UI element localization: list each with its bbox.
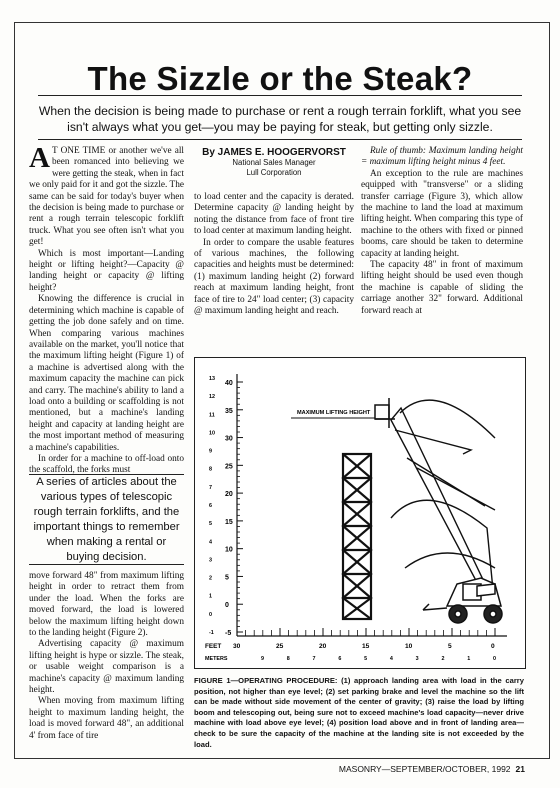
article-title: The Sizzle or the Steak? (87, 60, 473, 97)
figure-1 (194, 357, 526, 669)
col1-p1-text: T ONE TIME or another we've all been romanced into believing we were getting the steak, when in fact we only paid for it and got the sizzle. The same can be said for today's buyer when the decision is being made to purchase or rent a rough terrain telescopic forklift truck. What you see often isn't what you get! (29, 146, 184, 248)
meter-y-tick-label: 5 (209, 521, 212, 528)
feet-y-tick-label: 40 (225, 380, 233, 387)
feet-x-tick-label: 15 (362, 643, 370, 650)
author-name: By JAMES E. HOOGERVORST (202, 147, 346, 158)
meter-y-tick-label: 2 (209, 575, 212, 582)
feet-y-tick-label: 15 (225, 518, 233, 526)
forklift-machine (423, 578, 502, 623)
author-company: Lull Corporation (246, 167, 302, 177)
feet-x-tick-label: 20 (319, 643, 327, 650)
feet-y-tick-label: 20 (225, 491, 233, 499)
meter-y-tick-label: 0 (209, 611, 212, 618)
meter-x-tick-label: 1 (467, 656, 471, 662)
col1b-paragraph-1: move forward 48" from maximum lifting height in order to retract them from under the load. When the forks are moved forward, the load is lowered below the maximum lifting height down to the landing height (Figure 2). (29, 571, 184, 639)
meter-y-tick-label: 9 (209, 448, 212, 455)
col1-paragraph-3: Knowing the difference is crucial in determining which machine is capable of getting the job done safely and on time. When comparing various machines available on the market, you'll notice that the maximum lifting height (Figure 1) of a machine is advertised along with the maximum capacity the machine can pick and carry. The machine's ability to land a load onto a building or scaffolding is not mentioned, but a machine's landing height and capacity at landing height are the most important method of measuring a machine's capabilities. (29, 294, 184, 453)
article-deck: When the decision is being made to purchase or rent a rough terrain forklift, what you see isn't always what you get—you may be paying for steak, but getting only sizzle. (38, 104, 522, 134)
scaffold-tower (343, 454, 371, 619)
meter-x-tick-label: 0 (493, 656, 496, 662)
feet-x-tick-label: 25 (276, 643, 284, 650)
boom-arm (391, 400, 495, 590)
meter-x-tick-label: 6 (338, 656, 342, 662)
meter-x-tick-label: 9 (261, 656, 264, 662)
feet-y-tick-label: 5 (225, 574, 229, 582)
col3-paragraph-3: The capacity 48" in front of maximum lifting height should be used even though the machine is capable of sliding the carriage another 32" forward. Additional forward reach at (361, 260, 523, 316)
meter-y-tick-label: 12 (209, 394, 215, 401)
column-2 (194, 192, 354, 317)
meter-x-tick-label: 8 (286, 656, 290, 662)
feet-label: FEET (205, 643, 222, 650)
col1-paragraph-1 (29, 142, 184, 249)
page-number: 21 (515, 764, 525, 774)
pull-quote (29, 474, 184, 565)
col2-paragraph-2: In order to compare the usable features of various machines, the following capacities and heights must be determined: (1) maximum landing height (2) forward reach at maximum landing height, front face of tire to 24" load center; (3) capacity @ maximum landing height and reach. (194, 237, 354, 317)
feet-y-tick-label: 30 (225, 435, 233, 443)
byline (194, 147, 354, 177)
meter-y-tick-label: 13 (209, 376, 215, 382)
meter-x-tick-label: 3 (415, 656, 419, 662)
feet-x-tick-label: 5 (448, 643, 452, 650)
column-1 (29, 142, 184, 477)
figure-caption: FIGURE 1—OPERATING PROCEDURE: (1) approach landing area with load in the carry position, not higher than eye level; (2) set parking brake and level the machine so the lift can be made without side movement of the center of gravity; (3) raise the load by lifting boom and telescoping out, being sure not to exceed machine's load capacity—never drive machine with load above eye level; (4) position load above and in front of landing area—check to be sure the capacity of the machine at the landing site is not exceeded by the load. (194, 676, 524, 749)
feet-y-tick-label: -5 (225, 630, 232, 637)
deck-rule-bottom (38, 139, 522, 140)
meter-y-tick-label: 11 (209, 412, 215, 419)
feet-x-tick-label: 10 (405, 643, 413, 650)
meter-x-tick-label: 4 (389, 656, 393, 662)
col1b-paragraph-2: Advertising capacity @ maximum lifting height is hype or sizzle. The steak, or usable weight comparison is a machine's capacity @ maximum landing height. (29, 639, 184, 696)
meter-y-tick-label: 10 (209, 430, 215, 437)
col3-paragraph-1: Rule of thumb: Maximum landing height = maximum lifting height minus 4 feet. (361, 146, 523, 168)
feet-y-tick-label: 10 (225, 546, 233, 554)
col1b-paragraph-3: When moving from maximum lifting height to maximum landing height, the load is moved forward 48", an additional 4' from face of tire (29, 696, 184, 741)
meter-y-tick-label: 6 (209, 503, 212, 509)
col2-paragraph-1: to load center and the capacity is derated. Determine capacity @ landing height by noting the distance from face of front tire to load center at maximum landing height. (194, 192, 354, 237)
max-lifting-height-label: MAXIMUM LIFTING HEIGHT (297, 410, 371, 416)
forks-load (375, 398, 395, 428)
pull-quote-text: A series of articles about the various types of telescopic rough terrain forklifts, and the important things to remember when making a rental or buying decision. (33, 475, 180, 563)
meter-x-tick-label: 2 (441, 656, 445, 662)
meter-y-tick-label: 3 (209, 557, 212, 564)
meter-y-tick-label: 4 (209, 539, 212, 546)
col1-paragraph-4: In order for a machine to off-load onto the scaffold, the forks must (29, 453, 184, 476)
col1-paragraph-2: Which is most important—Landing height or lifting height?—Capacity @ landing height or capacity @ lifting height? (29, 248, 184, 293)
meter-x-tick-label: 7 (312, 656, 316, 662)
page-footer (320, 764, 525, 774)
meters-label: METERS (205, 656, 228, 662)
meter-y-tick-label: 1 (209, 593, 212, 600)
meter-y-tick-label: 8 (209, 466, 212, 473)
feet-x-tick-label: 30 (233, 643, 241, 650)
deck-rule-top (38, 95, 522, 96)
feet-y-tick-label: 25 (225, 463, 233, 471)
col3-paragraph-2: An exception to the rule are machines equipped with "transverse" or a sliding transfer carriage (Figure 3), which allow the machine to land the load at maximum lifting height. When comparing this type of machine to the others with fixed or pinned booms, care should be taken to determine capacity at landing height. (361, 168, 523, 259)
meter-y-tick-label: 7 (209, 484, 212, 491)
issue-label: MASONRY—SEPTEMBER/OCTOBER, 1992 (338, 764, 511, 774)
meter-y-tick-label: -1 (209, 630, 214, 636)
feet-y-tick-label: 0 (225, 602, 229, 610)
meter-x-tick-label: 5 (364, 656, 368, 662)
author-role: National Sales Manager (232, 158, 316, 167)
feet-x-tick-label: 0 (491, 643, 495, 650)
feet-y-tick-label: 35 (225, 407, 233, 415)
figure-1-diagram (195, 358, 525, 668)
column-3 (361, 146, 523, 317)
drop-cap: A (29, 142, 50, 174)
column-1-continued (29, 571, 184, 742)
